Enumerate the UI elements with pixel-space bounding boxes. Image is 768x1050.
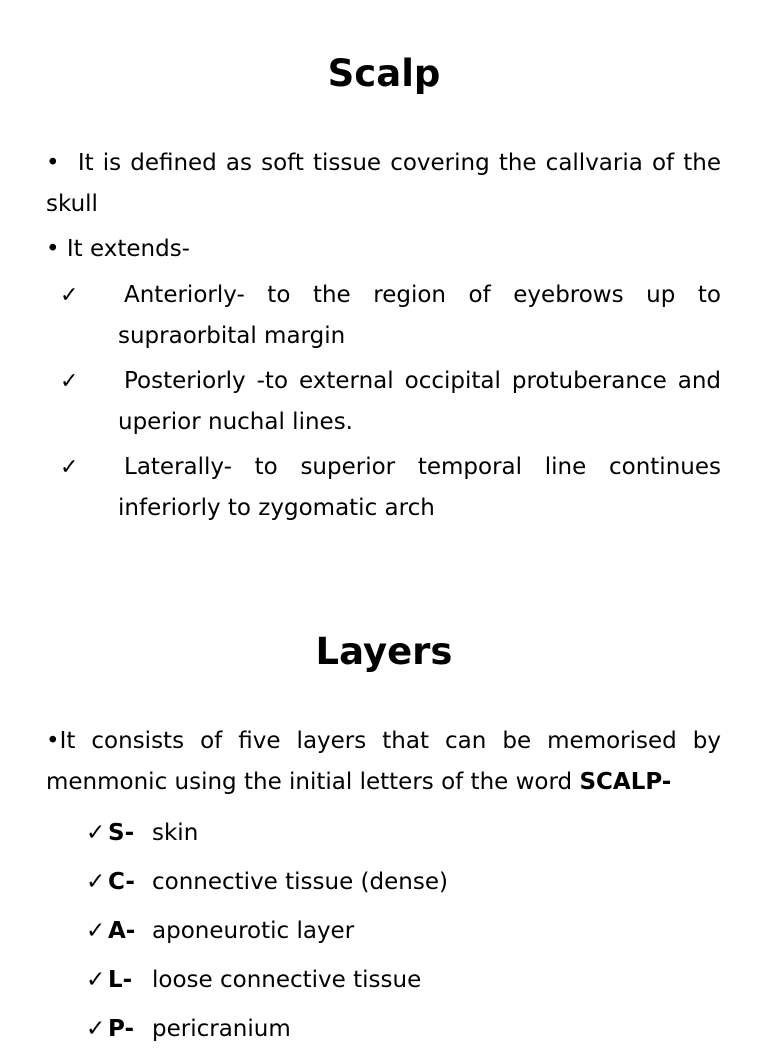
bullet: • bbox=[46, 150, 60, 176]
extent-item-line-2: uperior nuchal lines. bbox=[118, 409, 353, 435]
definition-line-2: skull bbox=[46, 191, 98, 217]
check-icon: ✓ bbox=[86, 918, 106, 944]
extent-item-anterior bbox=[60, 275, 721, 357]
extent-item-line-1: Posteriorly -to external occipital protuberance and bbox=[124, 368, 721, 394]
layers-intro-line-1: •It consists of five layers that can be memorised by bbox=[46, 728, 721, 754]
definition-paragraph bbox=[46, 143, 721, 225]
definition-text-1: It is defined as soft tissue covering the callvaria of the bbox=[77, 150, 721, 176]
mnemonic-item-s bbox=[86, 813, 198, 854]
mnemonic-letter: C- bbox=[108, 869, 135, 895]
mnemonic-text: connective tissue (dense) bbox=[152, 869, 448, 895]
layers-heading: Layers bbox=[315, 630, 453, 673]
mnemonic-letter: S- bbox=[108, 820, 135, 846]
check-icon: ✓ bbox=[86, 1016, 106, 1042]
mnemonic-item-c bbox=[86, 862, 448, 903]
layers-intro-line-2 bbox=[46, 762, 721, 803]
mnemonic-item-a bbox=[86, 911, 354, 952]
check-icon: ✓ bbox=[60, 283, 79, 308]
mnemonic-letter: P- bbox=[108, 1016, 134, 1042]
mnemonic-item-l bbox=[86, 960, 421, 1001]
definition-line-1 bbox=[46, 143, 721, 184]
extent-item-posterior bbox=[60, 361, 721, 443]
extent-item-line-1: Anteriorly- to the region of eyebrows up to bbox=[124, 282, 721, 308]
mnemonic-letter: L- bbox=[108, 967, 133, 993]
mnemonic-item-p bbox=[86, 1009, 291, 1050]
mnemonic-text: loose connective tissue bbox=[152, 967, 422, 993]
extent-item-line-2: inferiorly to zygomatic arch bbox=[118, 495, 435, 521]
scalp-heading: Scalp bbox=[327, 52, 441, 95]
check-icon: ✓ bbox=[86, 820, 106, 846]
mnemonic-letter: A- bbox=[108, 918, 136, 944]
check-icon: ✓ bbox=[86, 869, 106, 895]
mnemonic-text: pericranium bbox=[152, 1016, 291, 1042]
layers-intro-text: menmonic using the initial letters of the word bbox=[46, 769, 580, 795]
extent-item-line-1: Laterally- to superior temporal line continues bbox=[124, 454, 721, 480]
layers-intro-paragraph bbox=[46, 721, 721, 803]
mnemonic-text: skin bbox=[152, 820, 199, 846]
extent-item-lateral bbox=[60, 447, 721, 529]
check-icon: ✓ bbox=[86, 967, 106, 993]
check-icon: ✓ bbox=[60, 369, 79, 394]
extends-line: • It extends- bbox=[46, 236, 190, 262]
check-icon: ✓ bbox=[60, 455, 79, 480]
mnemonic-text: aponeurotic layer bbox=[152, 918, 355, 944]
scalp-mnemonic-word: SCALP- bbox=[579, 769, 672, 795]
extent-item-line-2: supraorbital margin bbox=[118, 323, 346, 349]
